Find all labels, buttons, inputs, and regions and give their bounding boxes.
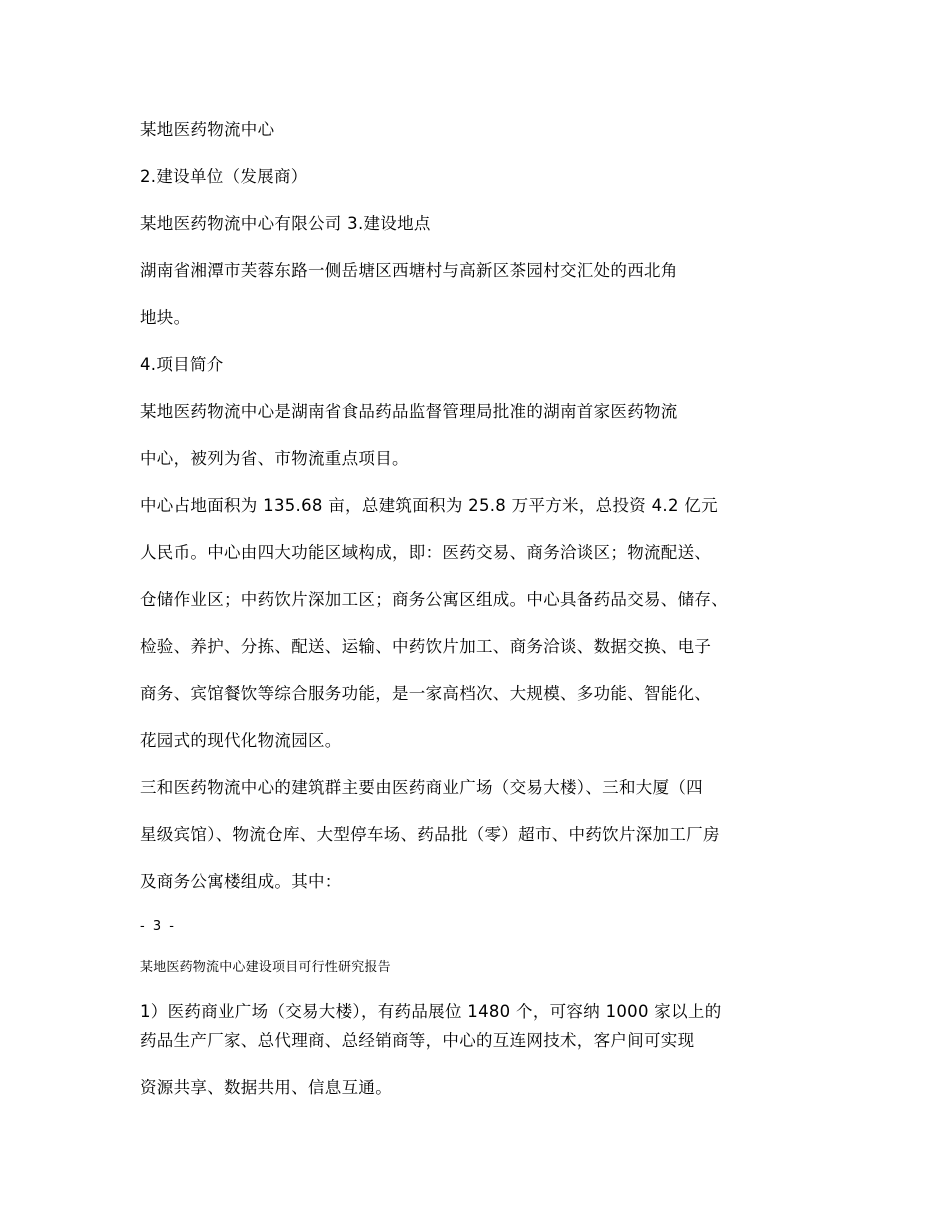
text-line: 中心，被列为省、市物流重点项目。 xyxy=(140,449,409,468)
section-heading: 4.项目简介 xyxy=(140,355,224,374)
text-line: 花园式的现代化物流园区。 xyxy=(140,731,342,750)
text-line: 人民币。中心由四大功能区域构成，即：医药交易、商务洽谈区；物流配送、 xyxy=(140,543,712,562)
text-line: 检验、养护、分拣、配送、运输、中药饮片加工、商务洽谈、数据交换、电子 xyxy=(140,637,712,656)
text-line: 星级宾馆）、物流仓库、大型停车场、药品批（零）超市、中药饮片深加工厂房 xyxy=(140,825,720,844)
text-line: 及商务公寓楼组成。其中： xyxy=(140,872,342,891)
text-line: 湖南省湘潭市芙蓉东路一侧岳塘区西塘村与高新区茶园村交汇处的西北角 xyxy=(140,261,678,280)
text-line: 中心占地面积为 135.68 亩，总建筑面积为 25.8 万平方米，总投资 4.2 亿元 xyxy=(140,496,718,515)
text-line: 药品生产厂家、总代理商、总经销商等，中心的互连网技术，客户间可实现 xyxy=(140,1031,695,1050)
text-line: 资源共享、数据共用、信息互通。 xyxy=(140,1078,392,1097)
text-line: 三和医药物流中心的建筑群主要由医药商业广场（交易大楼）、三和大厦（四 xyxy=(140,778,703,797)
text-line: 2.建设单位（发展商） xyxy=(140,167,308,186)
page-number: - 3 - xyxy=(140,919,176,934)
text-line: 某地医药物流中心是湖南省食品药品监督管理局批准的湖南首家医药物流 xyxy=(140,402,678,421)
text-line: 某地医药物流中心 xyxy=(140,120,275,139)
text-line: 仓储作业区；中药饮片深加工区；商务公寓区组成。中心具备药品交易、储存、 xyxy=(140,590,728,609)
text-line: 商务、宾馆餐饮等综合服务功能，是一家高档次、大规模、多功能、智能化、 xyxy=(140,684,712,703)
text-line: 地块。 xyxy=(140,308,191,327)
text-line: 某地医药物流中心有限公司 3.建设地点 xyxy=(140,214,431,233)
running-header: 某地医药物流中心建设项目可行性研究报告 xyxy=(140,960,391,975)
text-line: 1）医药商业广场（交易大楼），有药品展位 1480 个，可容纳 1000 家以上的 xyxy=(140,1002,722,1021)
